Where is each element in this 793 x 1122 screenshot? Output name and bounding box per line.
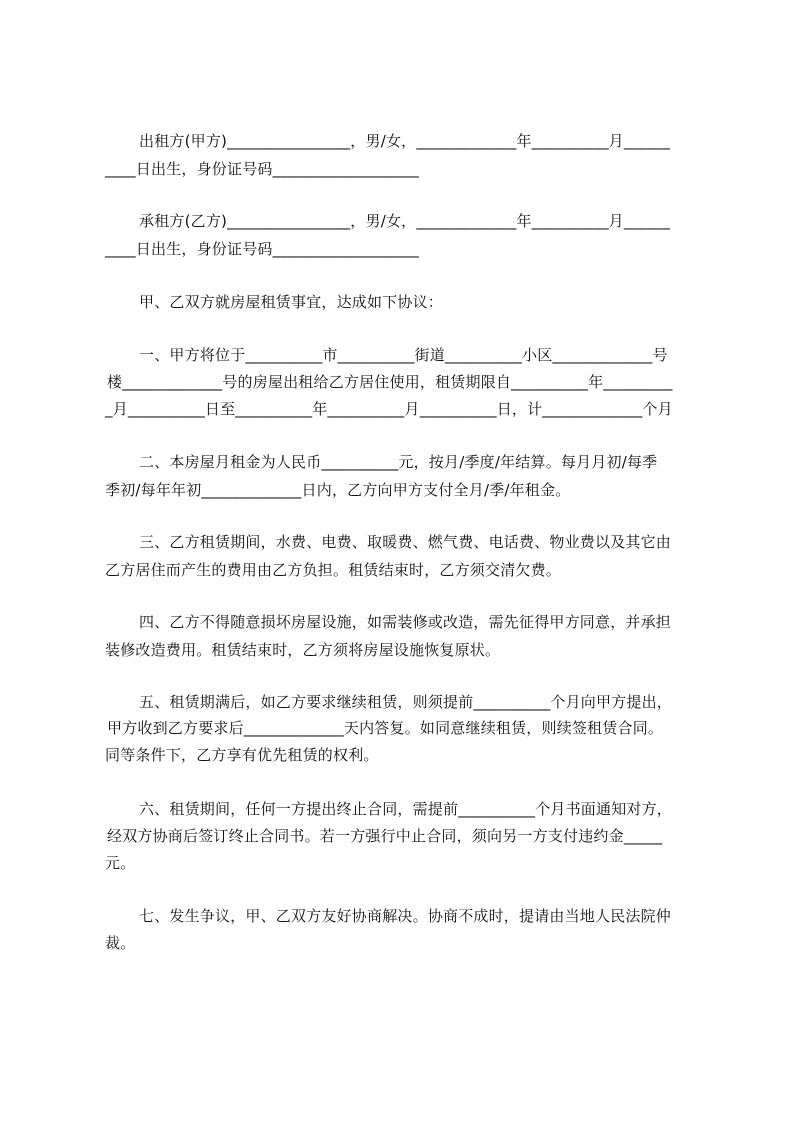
clause-1-line-2: 楼_____________号的房屋出租给乙方居住使用，租赁期限自__________年_________ [107,373,673,391]
clause-5-line-1: 五、租赁期满后，如乙方要求继续租赁，则须提前__________个月向甲方提出， [139,693,673,711]
clause-7-line-1: 七、发生争议，甲、乙双方友好协商解决。协商不成时，提请由当地人民法院仲 [139,907,672,925]
clause-1-line-3: _月__________日至__________年__________月__________日，计_____________个月 [105,400,673,418]
clause-3-line-2: 乙方居住而产生的费用由乙方负担。租赁结束时，乙方须交清欠费。 [105,561,562,579]
clause-6-line-1: 六、租赁期间，任何一方提出终止合同，需提前__________个月书面通知对方， [139,800,673,818]
clause-5-line-3: 同等条件下，乙方享有优先租赁的权利。 [105,746,379,764]
lessor-line-2: ____日出生，身份证号码___________________ [105,160,419,178]
clause-4-line-2: 装修改造费用。租赁结束时，乙方须将房屋设施恢复原状。 [105,641,501,659]
clause-2-line-1: 二、本房屋月租金为人民币__________元，按月/季度/年结算。每月月初/每季 [139,453,658,471]
clause-7-line-2: 裁。 [105,934,136,952]
clause-2-line-2: 季初/每年年初_____________日内，乙方向甲方支付全月/季/年租金。 [105,481,571,499]
lessor-line-1: 出租方(甲方)________________，男/女，_____________年__________月______ [139,132,671,150]
clause-4-line-1: 四、乙方不得随意损坏房屋设施，如需装修或改造，需先征得甲方同意，并承担 [139,613,672,631]
clause-3-line-1: 三、乙方租赁期间，水费、电费、取暖费、燃气费、电话费、物业费以及其它由 [139,533,672,551]
lessee-line-2: ____日出生，身份证号码___________________ [105,240,419,258]
clause-6-line-2: 经双方协商后签订终止合同书。若一方强行中止合同，须向另一方支付违约金_____ [107,827,663,845]
clause-5-line-2: 甲方收到乙方要求后_____________天内答复。如同意继续租赁，则续签租赁合同。 [107,719,664,737]
clause-6-line-3: 元。 [105,854,136,872]
agreement-intro: 甲、乙双方就房屋租赁事宜，达成如下协议： [139,293,444,311]
lessee-line-1: 承租方(乙方)________________，男/女，_____________年__________月______ [139,212,671,230]
clause-1-line-1: 一、甲方将位于__________市__________街道__________小区_____________号 [139,346,668,364]
